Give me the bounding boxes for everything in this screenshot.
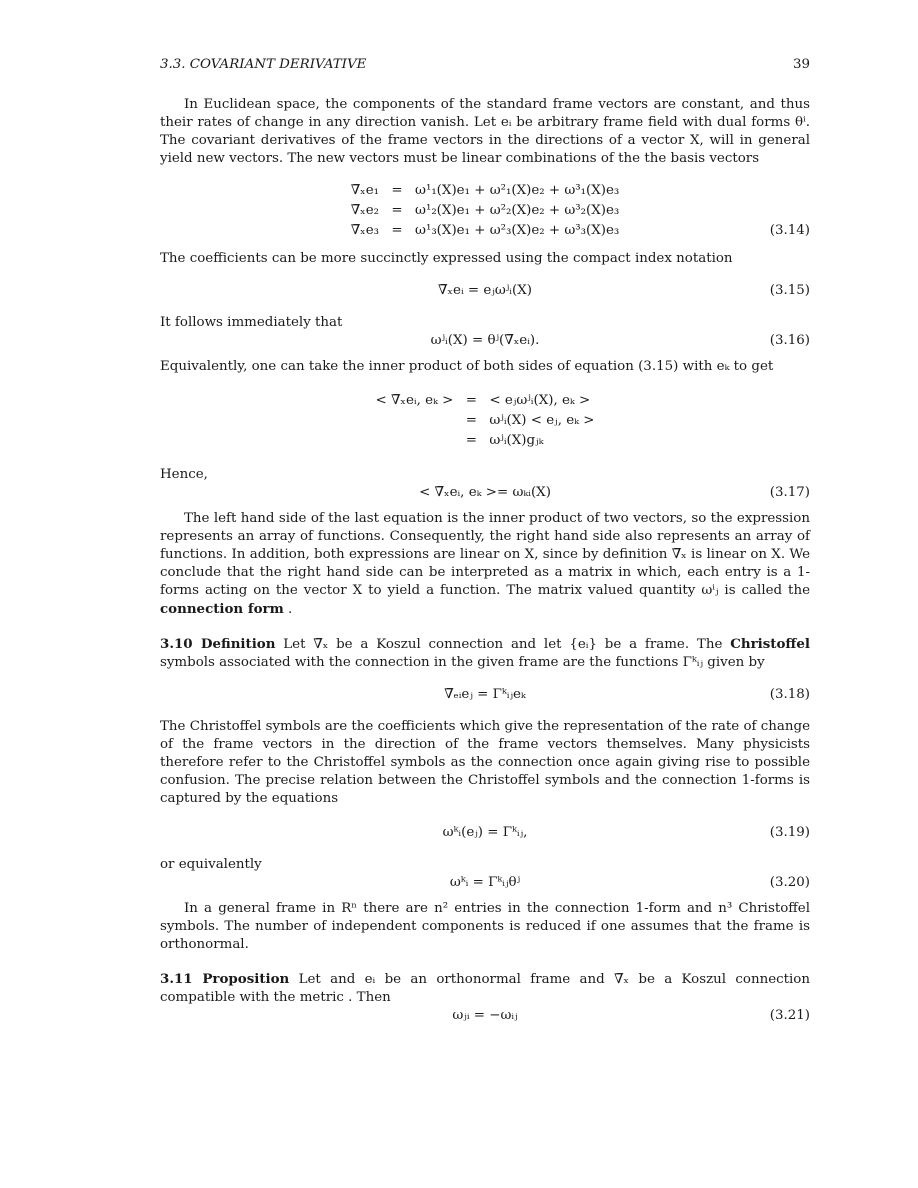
equation-body: ωʲᵢ(X) = θʲ(∇̅ₓeᵢ). [430,333,540,348]
equation-number: (3.18) [769,687,810,702]
eq-rhs: ω¹₃(X)e₁ + ω²₃(X)e₂ + ω³₃(X)e₃ [415,223,620,238]
equation-3-18 [160,686,810,704]
eq-rel: = [465,393,477,408]
equation-body: ωⱼᵢ = −ωᵢⱼ [452,1008,518,1023]
eq-rel: = [391,183,403,198]
equation-3-21 [160,1007,810,1025]
equation-array [375,392,594,450]
paragraph-follows: It follows immediately that [160,315,343,330]
paragraph-christoffel: The Christoffel symbols are the coefficients which give the representation of the rate of change of the frame vectors in the direction of the frame vectors themselves. Many physicists therefore refer to the Christoffel symbols as the connection once again giving rise to possible confusion. The precise relation between the Christoffel symbols and the connection 1-forms is captured by the equations [160,719,810,806]
definition-3-10 [160,635,810,672]
definition-label: 3.10 Definition [160,636,276,652]
proposition-label: 3.11 Proposition [160,971,290,987]
equation-3-15 [160,282,810,300]
equation-body: ∇̅ₓeᵢ = eⱼωʲᵢ(X) [438,283,532,298]
equation-body: ωᵏᵢ = Γᵏᵢⱼθʲ [449,875,521,890]
page-body [160,56,810,1025]
eq-rhs: < eⱼωʲᵢ(X), eₖ > [489,393,591,408]
equation-3-14 [160,182,810,240]
paragraph-intro: In Euclidean space, the components of the standard frame vectors are constant, and thus their rates of change in any direction vanish. Let eᵢ be arbitrary frame field with dual forms θⁱ. The covariant derivatives of the frame vectors in the directions of a vector X, will in general yield new vectors. The new vectors must be linear combinations of the the basis vectors [160,97,810,166]
equation-3-19 [160,824,810,842]
equation-body: ωᵏᵢ(eⱼ) = Γᵏᵢⱼ, [442,825,528,840]
eq-lhs [375,432,453,450]
equation-number: (3.19) [769,825,810,840]
section-title: 3.3. COVARIANT DERIVATIVE [160,57,367,72]
page-number: 39 [792,57,810,72]
paragraph-text: The left hand side of the last equation is the inner product of two vectors, so the expression represents an array of functions. Consequently, the right hand side also represents an array of functions. In addition, both expressions are linear on X, since by definition ∇̅ₓ is linear on X. We conclude that the right hand side can be interpreted as a matrix in which, each entry is a 1-forms acting on the vector X to yield a function. The matrix valued quantity ωⁱⱼ is called the [160,511,810,598]
eq-rel: = [391,203,403,218]
definition-text: Let ∇̅ₓ be a Koszul connection and let {eᵢ} be a frame. The [275,637,731,652]
eq-rel: = [465,433,477,448]
paragraph-index-notation: The coefficients can be more succinctly expressed using the compact index notation [160,251,733,266]
paragraph-general-frame: In a general frame in Rⁿ there are n² entries in the connection 1-form and n³ Christoffel symbols. The number of independent components is reduced if one assumes that the frame is orthonormal. [160,901,810,952]
equation-number: (3.17) [769,485,810,500]
paragraph-connection-form [160,510,810,619]
equation-body: < ∇̅ₓeᵢ, eₖ >= ωₖᵢ(X) [419,485,551,500]
equation-number: (3.15) [769,283,810,298]
equation-number: (3.20) [769,875,810,890]
eq-rhs: ωʲᵢ(X) < eⱼ, eₖ > [489,413,595,428]
equation-inner-product [160,392,810,450]
eq-rhs: ω¹₁(X)e₁ + ω²₁(X)e₂ + ω³₁(X)e₃ [415,183,620,198]
eq-rhs: ωʲᵢ(X)gⱼₖ [489,433,544,448]
definition-text-cont: symbols associated with the connection in the given frame are the functions Γᵏᵢⱼ given by [160,655,765,670]
eq-lhs [375,412,453,430]
proposition-text: Let and eᵢ be an orthonormal frame and ∇̅ₓ be a Koszul connection compatible with the metric . Then [160,972,810,1005]
equation-number: (3.16) [769,333,810,348]
eq-lhs: < ∇̅ₓeᵢ, eₖ > [375,393,454,408]
eq-lhs: ∇̅ₓe₃ [350,223,380,238]
equation-array [351,182,620,240]
paragraph-end: . [283,602,293,617]
running-header [160,56,810,74]
eq-lhs: ∇̅ₓe₁ [350,183,380,198]
eq-rhs: ω¹₂(X)e₁ + ω²₂(X)e₂ + ω³₂(X)e₃ [415,203,620,218]
equation-3-17 [160,484,810,502]
term-christoffel: Christoffel [730,636,811,652]
equation-number: (3.21) [769,1008,810,1023]
eq-rel: = [391,223,403,238]
equation-3-16 [160,332,810,350]
paragraph-hence: Hence, [160,467,208,482]
equation-number: (3.14) [769,223,810,238]
paragraph-inner-product: Equivalently, one can take the inner product of both sides of equation (3.15) with eₖ to get [160,359,774,374]
term-connection-form: connection form [160,601,284,617]
eq-rel: = [465,413,477,428]
equation-body: ∇̅ₑᵢeⱼ = Γᵏᵢⱼeₖ [444,687,526,702]
paragraph-equivalently: or equivalently [160,857,262,872]
proposition-3-11 [160,970,810,1007]
equation-3-20 [160,874,810,892]
eq-lhs: ∇̅ₓe₂ [350,203,380,218]
